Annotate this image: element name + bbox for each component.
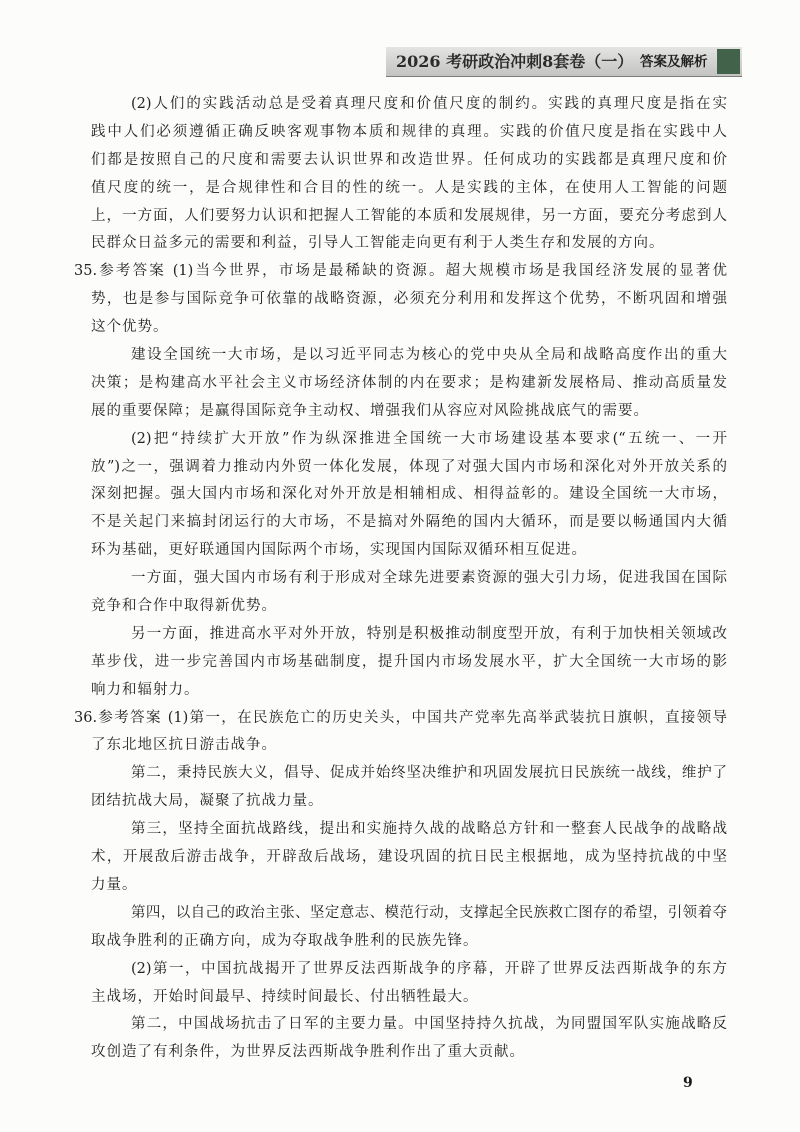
body-text-line: 民群众日益多元的需要和利益，引导人工智能走向更有利于人类生存和发展的方向。 <box>91 235 665 252</box>
body-text-line: 第二，秉持民族大义，倡导、促成并始终坚决维护和巩固发展抗日民族统一战线，维护了 <box>131 765 727 782</box>
running-header <box>386 47 742 77</box>
body-text-line: 术，开展敌后游击战争，开辟敌后战场，建设巩固的抗日民主根据地，成为坚持抗战的中坚 <box>91 849 727 866</box>
body-text-line: 第二，中国战场抗击了日军的主要力量。中国坚持持久抗战，为同盟国军队实施战略反 <box>131 1016 727 1033</box>
body-text-line: 这个优势。 <box>91 319 169 336</box>
page-number: 9 <box>683 1075 693 1091</box>
body-text-line: 践中人们必须遵循正确反映客观事物本质和规律的真理。实践的价值尺度是指在实践中人 <box>91 123 727 140</box>
body-text-line: 力量。 <box>91 876 138 893</box>
answer-heading-line: 36.参考答案 (1)第一，在民族危亡的历史关头，中国共产党率先高举武装抗日旗帜，直接领导 <box>74 709 727 726</box>
body-text-line: 上，一方面，人们要努力认识和把握人工智能的本质和发展规律，另一方面，要充分考虑到人 <box>91 207 727 224</box>
body-text-line: 主战场，开始时间最早、持续时间最长、付出牺牲最大。 <box>91 988 479 1005</box>
body-text-line: 团结抗战大局，凝聚了抗战力量。 <box>91 793 324 810</box>
body-text-line: 第三，坚持全面抗战路线，提出和实施持久战的战略总方针和一整套人民战争的战略战 <box>131 821 727 838</box>
answer-heading-line: 35.参考答案 (1)当今世界，市场是最稀缺的资源。超大规模市场是我国经济发展的显著优 <box>74 263 727 280</box>
body-text-line: (2)人们的实践活动总是受着真理尺度和价值尺度的制约。实践的真理尺度是指在实 <box>131 96 727 112</box>
body-text-line: 决策；是构建高水平社会主义市场经济体制的内在要求；是构建新发展格局、推动高质量发 <box>91 374 727 391</box>
body-text-line: (2)把“持续扩大开放”作为纵深推进全国统一大市场建设基本要求(“五统一、一开 <box>131 430 727 447</box>
body-text-line: 展的重要保障；是赢得国际竞争主动权、增强我们从容应对风险挑战底气的需要。 <box>91 402 649 419</box>
header-accent-block <box>717 49 740 74</box>
body-text-line: 竞争和合作中取得新优势。 <box>91 598 277 615</box>
body-text-line: 不是关起门来搞封闭运行的大市场，不是搞对外隔绝的国内大循环，而是要以畅通国内大循 <box>91 514 727 531</box>
body-text-line: 响力和辐射力。 <box>91 681 200 698</box>
body-text-line: 攻创造了有利条件，为世界反法西斯战争胜利作出了重大贡献。 <box>91 1044 525 1061</box>
header-title: 2026 考研政治冲刺8套卷（一） <box>396 52 634 71</box>
body-text-line: 深刻把握。强大国内市场和深化对外开放是相辅相成、相得益彰的。建设全国统一大市场， <box>91 486 727 503</box>
body-text-line: 们都是按照自己的尺度和需要去认识世界和改造世界。任何成功的实践都是真理尺度和价 <box>91 151 727 168</box>
header-subtitle: 答案及解析 <box>640 54 708 70</box>
body-text-line: 革步伐，进一步完善国内市场基础制度，提升国内市场发展水平，扩大全国统一大市场的影 <box>91 653 727 670</box>
body-text-line: (2)第一，中国抗战揭开了世界反法西斯战争的序幕，开辟了世界反法西斯战争的东方 <box>131 960 727 977</box>
body-text-line: 另一方面，推进高水平对外开放，特别是积极推动制度型开放，有利于加快相关领域改 <box>131 625 727 642</box>
body-text-line: 势，也是参与国际竞争可依靠的战略资源，必须充分利用和发挥这个优势，不断巩固和增强 <box>91 291 727 308</box>
body-text-line: 建设全国统一大市场，是以习近平同志为核心的党中央从全局和战略高度作出的重大 <box>131 347 727 364</box>
body-text-line: 值尺度的统一，是合规律性和合目的性的统一。人是实践的主体，在使用人工智能的问题 <box>91 179 727 196</box>
body-text-line: 第四，以自己的政治主张、坚定意志、模范行动，支撑起全民族救亡图存的希望，引领着夺 <box>131 904 727 921</box>
body-text-line: 一方面，强大国内市场有利于形成对全球先进要素资源的强大引力场，促进我国在国际 <box>131 570 727 587</box>
body-text-line: 环为基础，更好联通国内国际两个市场，实现国内国际双循环相互促进。 <box>91 542 587 559</box>
answer-body <box>74 91 727 1067</box>
body-text-line: 放”)之一，强调着力推动内外贸一体化发展，体现了对强大国内市场和深化对外开放关系的 <box>91 458 727 475</box>
body-text-line: 了东北地区抗日游击战争。 <box>91 737 277 754</box>
body-text-line: 取战争胜利的正确方向，成为夺取战争胜利的民族先锋。 <box>91 932 479 949</box>
